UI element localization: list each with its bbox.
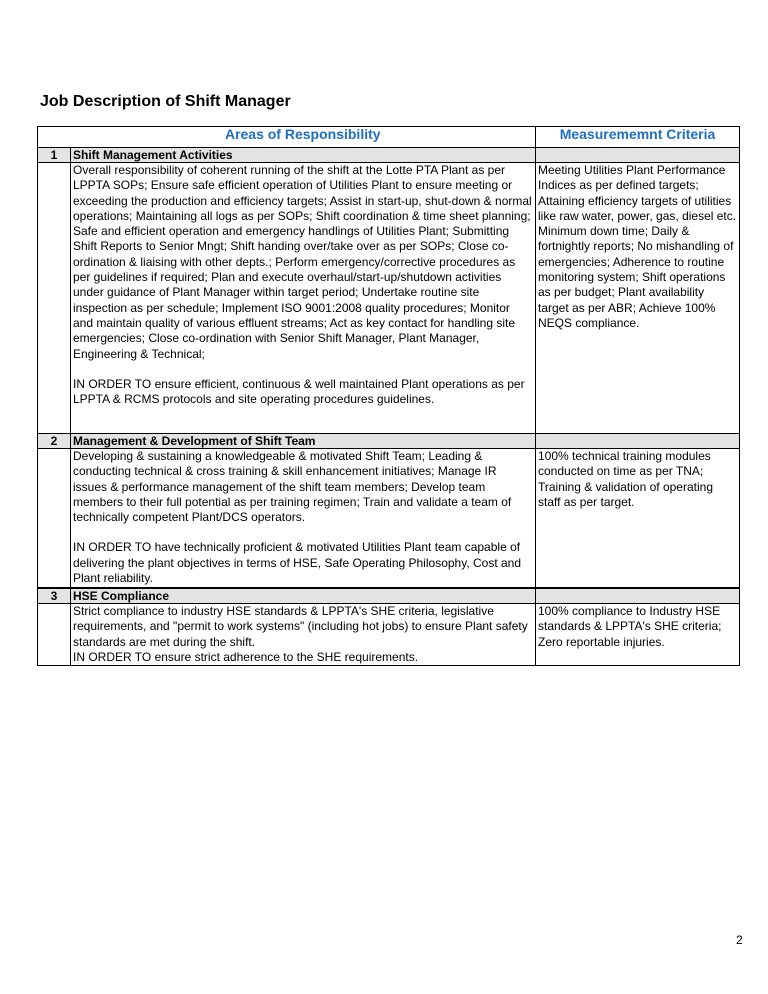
section-heading: Shift Management Activities bbox=[71, 148, 536, 163]
measurement-criteria: 100% technical training modules conducted on time as per TNA; Training & validation of operating staff as per target. bbox=[536, 449, 740, 589]
area-objective-paragraph: IN ORDER TO have technically proficient & motivated Utilities Plant team capable of delivering the plant objectives in terms of HSE, Safe Operating Philosophy, Cost and Plant reliability. bbox=[73, 540, 522, 586]
page-title: Job Description of Shift Manager bbox=[40, 93, 291, 110]
section-heading: Management & Development of Shift Team bbox=[71, 434, 536, 449]
section-heading-blank bbox=[536, 588, 740, 604]
area-paragraph: Strict compliance to industry HSE standards & LPPTA's SHE criteria, legislative requirements, and "permit to work systems" (including hot jobs) to ensure Plant safety standards are met during the shift. bbox=[73, 604, 528, 649]
section-heading-row bbox=[38, 588, 740, 604]
area-description bbox=[71, 163, 536, 434]
area-description bbox=[71, 449, 536, 589]
section-body-row bbox=[38, 163, 740, 434]
area-paragraph: Developing & sustaining a knowledgeable & motivated Shift Team; Leading & conducting technical & cross training & skill enhancement initiatives; Manage IR issues & performance management of the shift team members; Develop team members to their full potential as per training regimen; Train and validate a team of technically competent Plant/DCS operators. bbox=[73, 449, 512, 525]
section-heading-row bbox=[38, 434, 740, 449]
section-heading: HSE Compliance bbox=[71, 588, 536, 604]
section-body-row bbox=[38, 449, 740, 589]
header-number-cell bbox=[38, 127, 71, 148]
area-description bbox=[71, 604, 536, 666]
section-heading-row bbox=[38, 148, 740, 163]
responsibility-table bbox=[37, 126, 740, 666]
area-paragraph: Overall responsibility of coherent running of the shift at the Lotte PTA Plant as per LPPTA SOPs; Ensure safe efficient operation of Utilities Plant to ensure meeting or exceeding the production and efficiency targets; Assist in start-up, shut-down & normal operations; Maintaining all logs as per SOPs; Shift coordination & time sheet planning; Safe and efficient operation and emergency handlings of Utilities Plant; Submitting Shift Reports to Senior Mngt; Shift handing over/take over as per SOPs; Close co-ordination & liaising with other depts.; Perform emergency/corrective procedures as per guidelines if required; Plan and execute overhaul/start-up/shutdown activities under guidance of Plant Manager within target period; Undertake routine site inspection as per schedule; Implement ISO 9001:2008 quality procedures; Monitor and maintain quality of various effluent streams; Act as key contact for handling site emergencies; Close co-ordination with Senior Shift Manager, Plant Manager, Engineering & Technical; bbox=[73, 163, 532, 361]
measurement-criteria: Meeting Utilities Plant Performance Indices as per defined targets; Attaining efficiency targets of utilities like raw water, power, gas, diesel etc. Minimum down time; Daily & fortnightly reports; No mishandling of emergencies; Adherence to routine monitoring system; Shift operations as per budget; Plant availability target as per ABR; Achieve 100% NEQS compliance. bbox=[536, 163, 740, 434]
section-number: 3 bbox=[38, 588, 71, 604]
area-objective-paragraph: IN ORDER TO ensure efficient, continuous & well maintained Plant operations as per LPPTA & RCMS protocols and site operating procedures guidelines. bbox=[73, 376, 525, 407]
header-measurement-criteria: Measurememnt Criteria bbox=[536, 127, 740, 148]
section-number: 2 bbox=[38, 434, 71, 449]
header-areas-of-responsibility: Areas of Responsibility bbox=[71, 127, 536, 148]
section-heading-blank bbox=[536, 434, 740, 449]
section-body-row bbox=[38, 604, 740, 666]
section-heading-blank bbox=[536, 148, 740, 163]
section-number: 1 bbox=[38, 148, 71, 163]
table-header-row bbox=[38, 127, 740, 148]
page-number: 2 bbox=[736, 933, 743, 947]
measurement-criteria: 100% compliance to Industry HSE standards & LPPTA's SHE criteria; Zero reportable injuries. bbox=[536, 604, 740, 666]
area-objective-paragraph: IN ORDER TO ensure strict adherence to the SHE requirements. bbox=[73, 649, 419, 664]
